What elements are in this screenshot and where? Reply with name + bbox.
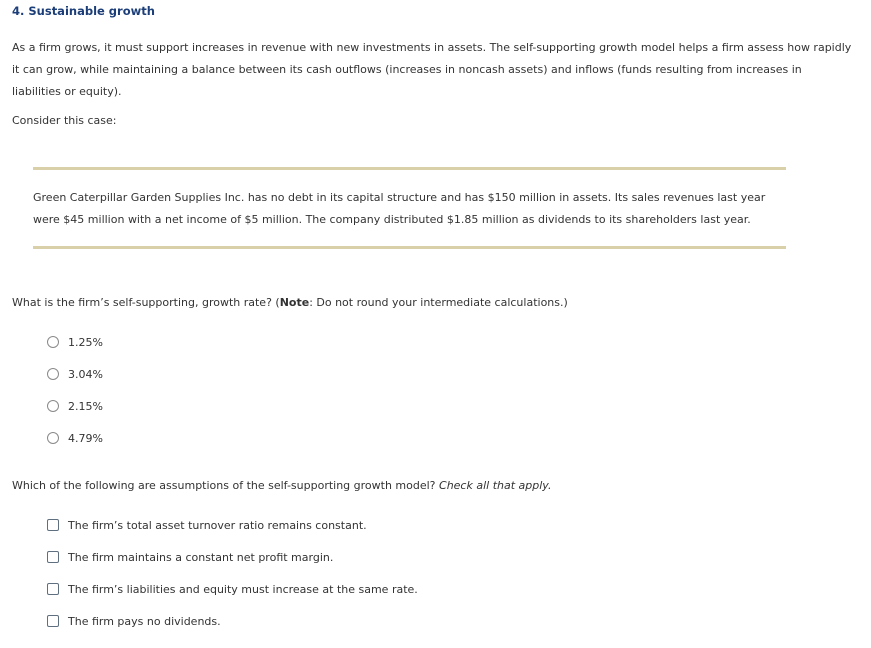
checkbox[interactable]	[47, 615, 59, 627]
radio-button[interactable]	[47, 432, 59, 444]
question-1-text: What is the firm’s self-supporting, growth rate? (	[12, 296, 280, 309]
radio-option-2[interactable]	[47, 366, 103, 382]
radio-option-label: 3.04%	[68, 367, 103, 381]
case-text: Green Caterpillar Garden Supplies Inc. has no debt in its capital structure and has $150 million in assets. Its sales revenues last year were $45 million with a net income of $5 million. The company distributed $1.85 million as dividends to its shareholders last year.	[33, 191, 766, 226]
radio-option-3[interactable]	[47, 398, 103, 414]
radio-button[interactable]	[47, 336, 59, 348]
radio-button[interactable]	[47, 400, 59, 412]
note-label: Note	[279, 296, 310, 309]
radio-option-1[interactable]	[47, 334, 103, 350]
checkbox[interactable]	[47, 583, 59, 595]
radio-option-label: 4.79%	[68, 431, 103, 445]
question-2	[12, 479, 551, 492]
question-1	[12, 296, 568, 309]
checkbox-option-label: The firm’s liabilities and equity must increase at the same rate.	[68, 582, 418, 596]
question-2-text: Which of the following are assumptions of the self-supporting growth model?	[12, 479, 440, 492]
checkbox[interactable]	[47, 519, 59, 531]
case-top-divider	[33, 167, 786, 170]
case-bottom-divider	[33, 246, 786, 249]
checkbox[interactable]	[47, 551, 59, 563]
checkbox-option-label: The firm maintains a constant net profit margin.	[68, 550, 334, 564]
radio-option-4[interactable]	[47, 430, 103, 446]
radio-option-label: 1.25%	[68, 335, 103, 349]
section-title: 4. Sustainable growth	[12, 4, 155, 18]
radio-button[interactable]	[47, 368, 59, 380]
checkbox-option-4[interactable]	[47, 613, 221, 629]
consider-label: Consider this case:	[12, 114, 117, 127]
checkbox-option-1[interactable]	[47, 517, 367, 533]
checkbox-option-3[interactable]	[47, 581, 418, 597]
intro-paragraph: As a firm grows, it must support increases in revenue with new investments in assets. The self-supporting growth model helps a firm assess how rapidly it can grow, while maintaining a balance between its cash outflows (increases in noncash assets) and inflows (funds resulting from increases in liabilities or equity).	[12, 41, 852, 98]
check-all-instruction: Check all that apply.	[439, 479, 552, 492]
checkbox-option-label: The firm pays no dividends.	[68, 614, 221, 628]
checkbox-option-2[interactable]	[47, 549, 333, 565]
checkbox-option-label: The firm’s total asset turnover ratio remains constant.	[68, 518, 367, 532]
radio-option-label: 2.15%	[68, 399, 103, 413]
note-text: : Do not round your intermediate calculations.)	[309, 296, 568, 309]
